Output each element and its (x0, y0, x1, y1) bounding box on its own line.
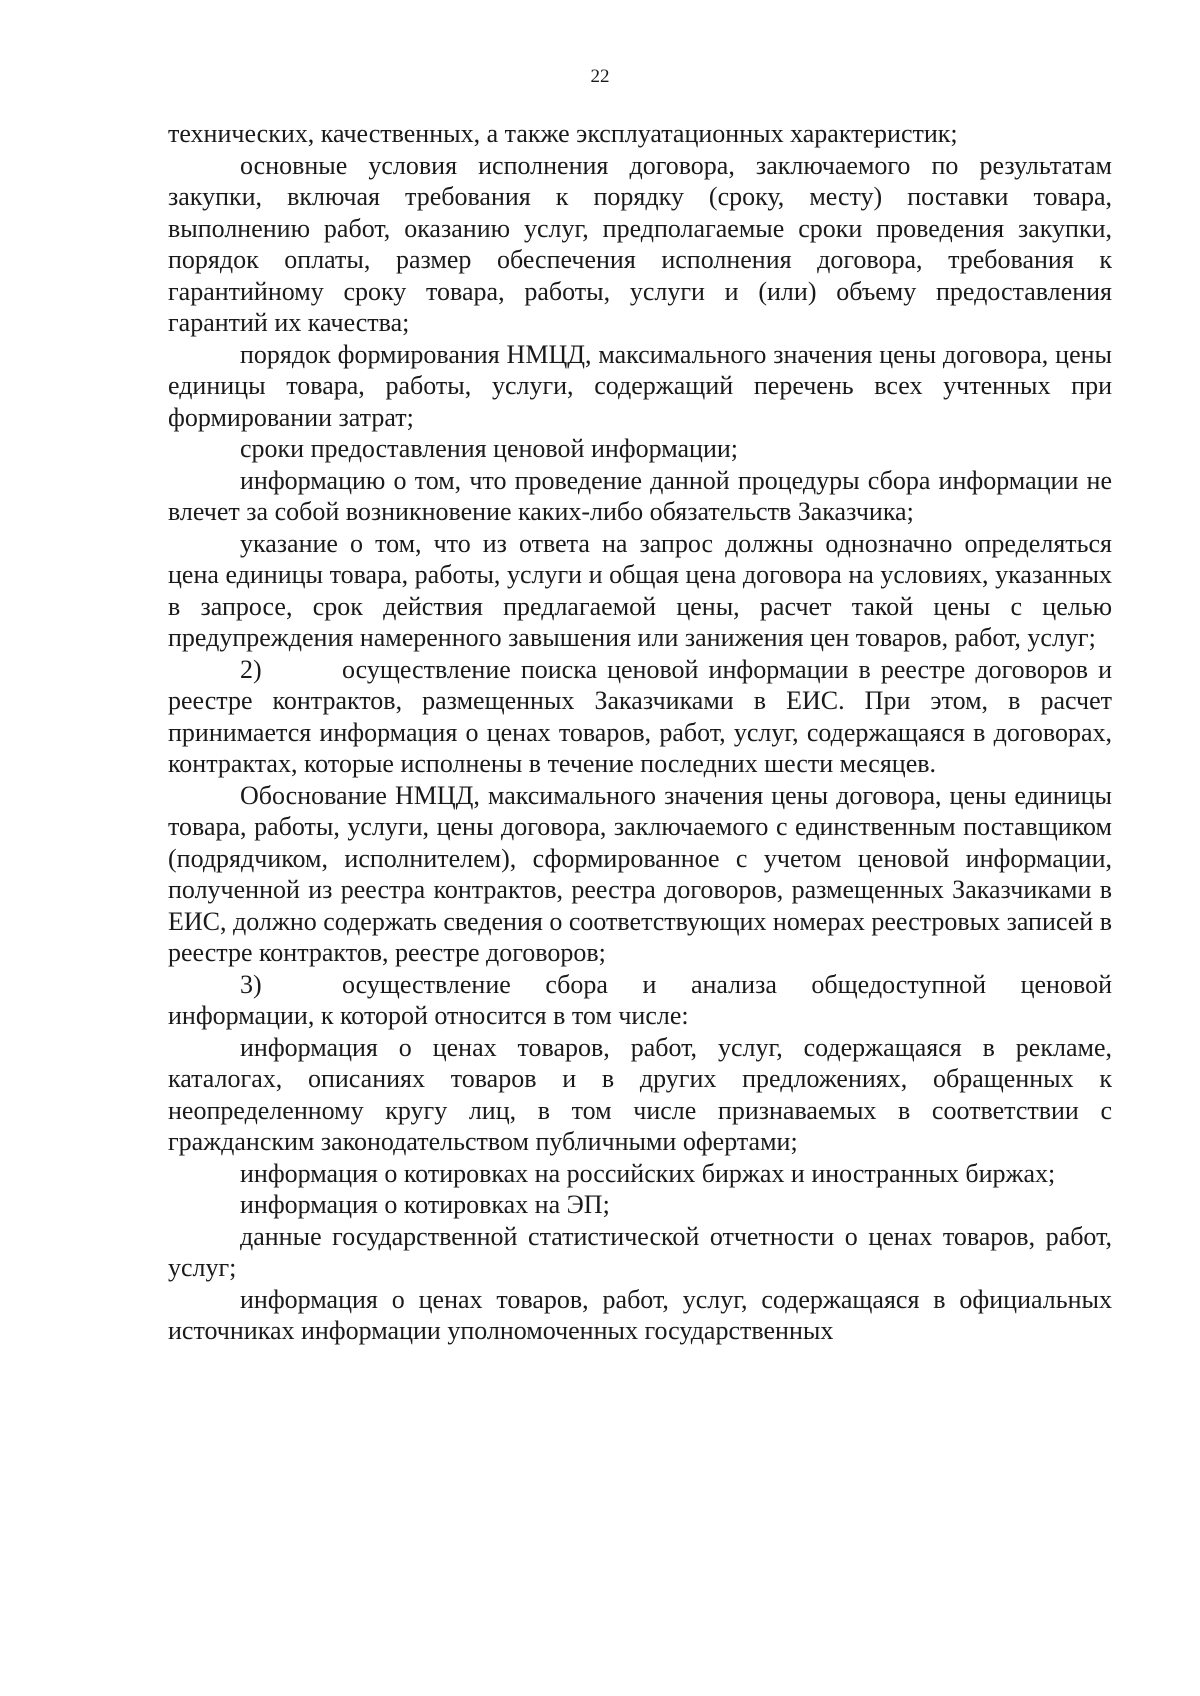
paragraph (168, 465, 1112, 528)
paragraph (168, 1284, 1112, 1347)
list-item-number: 2) (240, 654, 262, 684)
paragraph-text: информация о ценах товаров, работ, услуг, содержащаяся в официальных источниках информации уполномоченных государственных (168, 1284, 1112, 1345)
paragraph (168, 433, 1112, 465)
paragraph (168, 339, 1112, 434)
paragraph-text: данные государственной статистической отчетности о ценах товаров, работ, услуг; (168, 1221, 1112, 1282)
list-item (168, 654, 1112, 780)
paragraph-text: технических, качественных, а также эксплуатационных характеристик; (168, 119, 958, 148)
paragraph (168, 1189, 1112, 1221)
paragraph-text: осуществление сбора и анализа общедоступной ценовой информации, к которой относится в том числе: (168, 969, 1112, 1030)
paragraph-text: информация о котировках на ЭП; (240, 1190, 610, 1219)
page-number: 22 (590, 66, 610, 87)
paragraph-text: информация о котировках на российских биржах и иностранных биржах; (240, 1158, 1056, 1188)
paragraph (168, 150, 1112, 339)
paragraph (168, 1158, 1112, 1190)
paragraph-text: сроки предоставления ценовой информации; (240, 434, 739, 463)
paragraph (168, 118, 1112, 150)
paragraph-text: основные условия исполнения договора, заключаемого по результатам закупки, включая требования к порядку (сроку, месту) поставки товара, выполнению работ, оказанию услуг, предполагаемые сроки проведения закупки, порядок оплаты, размер обеспечения исполнения договора, требования к гарантийному сроку товара, работы, услуги и (или) объему предоставления гарантий их качества; (168, 150, 1112, 337)
paragraph (168, 1221, 1112, 1284)
paragraph-text: информация о ценах товаров, работ, услуг, содержащаяся в рекламе, каталогах, описаниях товаров и в других предложениях, обращенных к неопределенному кругу лиц, в том числе признаваемых в соответствии с гражданским законодательством публичными офертами; (168, 1032, 1112, 1156)
list-item-number: 3) (240, 969, 262, 999)
paragraph-text: информацию о том, что проведение данной процедуры сбора информации не влечет за собой возникновение каких-либо обязательств Заказчика; (168, 465, 1112, 526)
paragraph-text: Обоснование НМЦД, максимального значения цены договора, цены единицы товара, работы, услуги, цены договора, заключаемого с единственным поставщиком (подрядчиком, исполнителем), сформированное с учетом ценовой информации, полученной из реестра контрактов, реестра договоров, размещенных Заказчиками в ЕИС, должно содержать сведения о соответствующих номерах реестровых записей в реестре контрактов, реестре договоров; (168, 780, 1112, 967)
paragraph (168, 528, 1112, 654)
document-body (168, 118, 1112, 1347)
paragraph (168, 780, 1112, 969)
paragraph-text: порядок формирования НМЦД, максимального значения цены договора, цены единицы товара, работы, услуги, содержащий перечень всех учтенных при формировании затрат; (168, 339, 1112, 432)
list-item (168, 969, 1112, 1032)
paragraph-text: осуществление поиска ценовой информации в реестре договоров и реестре контрактов, размещенных Заказчиками в ЕИС. При этом, в расчет принимается информация о ценах товаров, работ, услуг, содержащаяся в договорах, контрактах, которые исполнены в течение последних шести месяцев. (168, 654, 1112, 778)
paragraph (168, 1032, 1112, 1158)
paragraph-text: указание о том, что из ответа на запрос должны однозначно определяться цена единицы товара, работы, услуги и общая цена договора на условиях, указанных в запросе, срок действия предлагаемой цены, расчет такой цены с целью предупреждения намеренного завышения или занижения цен товаров, работ, услуг; (168, 528, 1112, 652)
